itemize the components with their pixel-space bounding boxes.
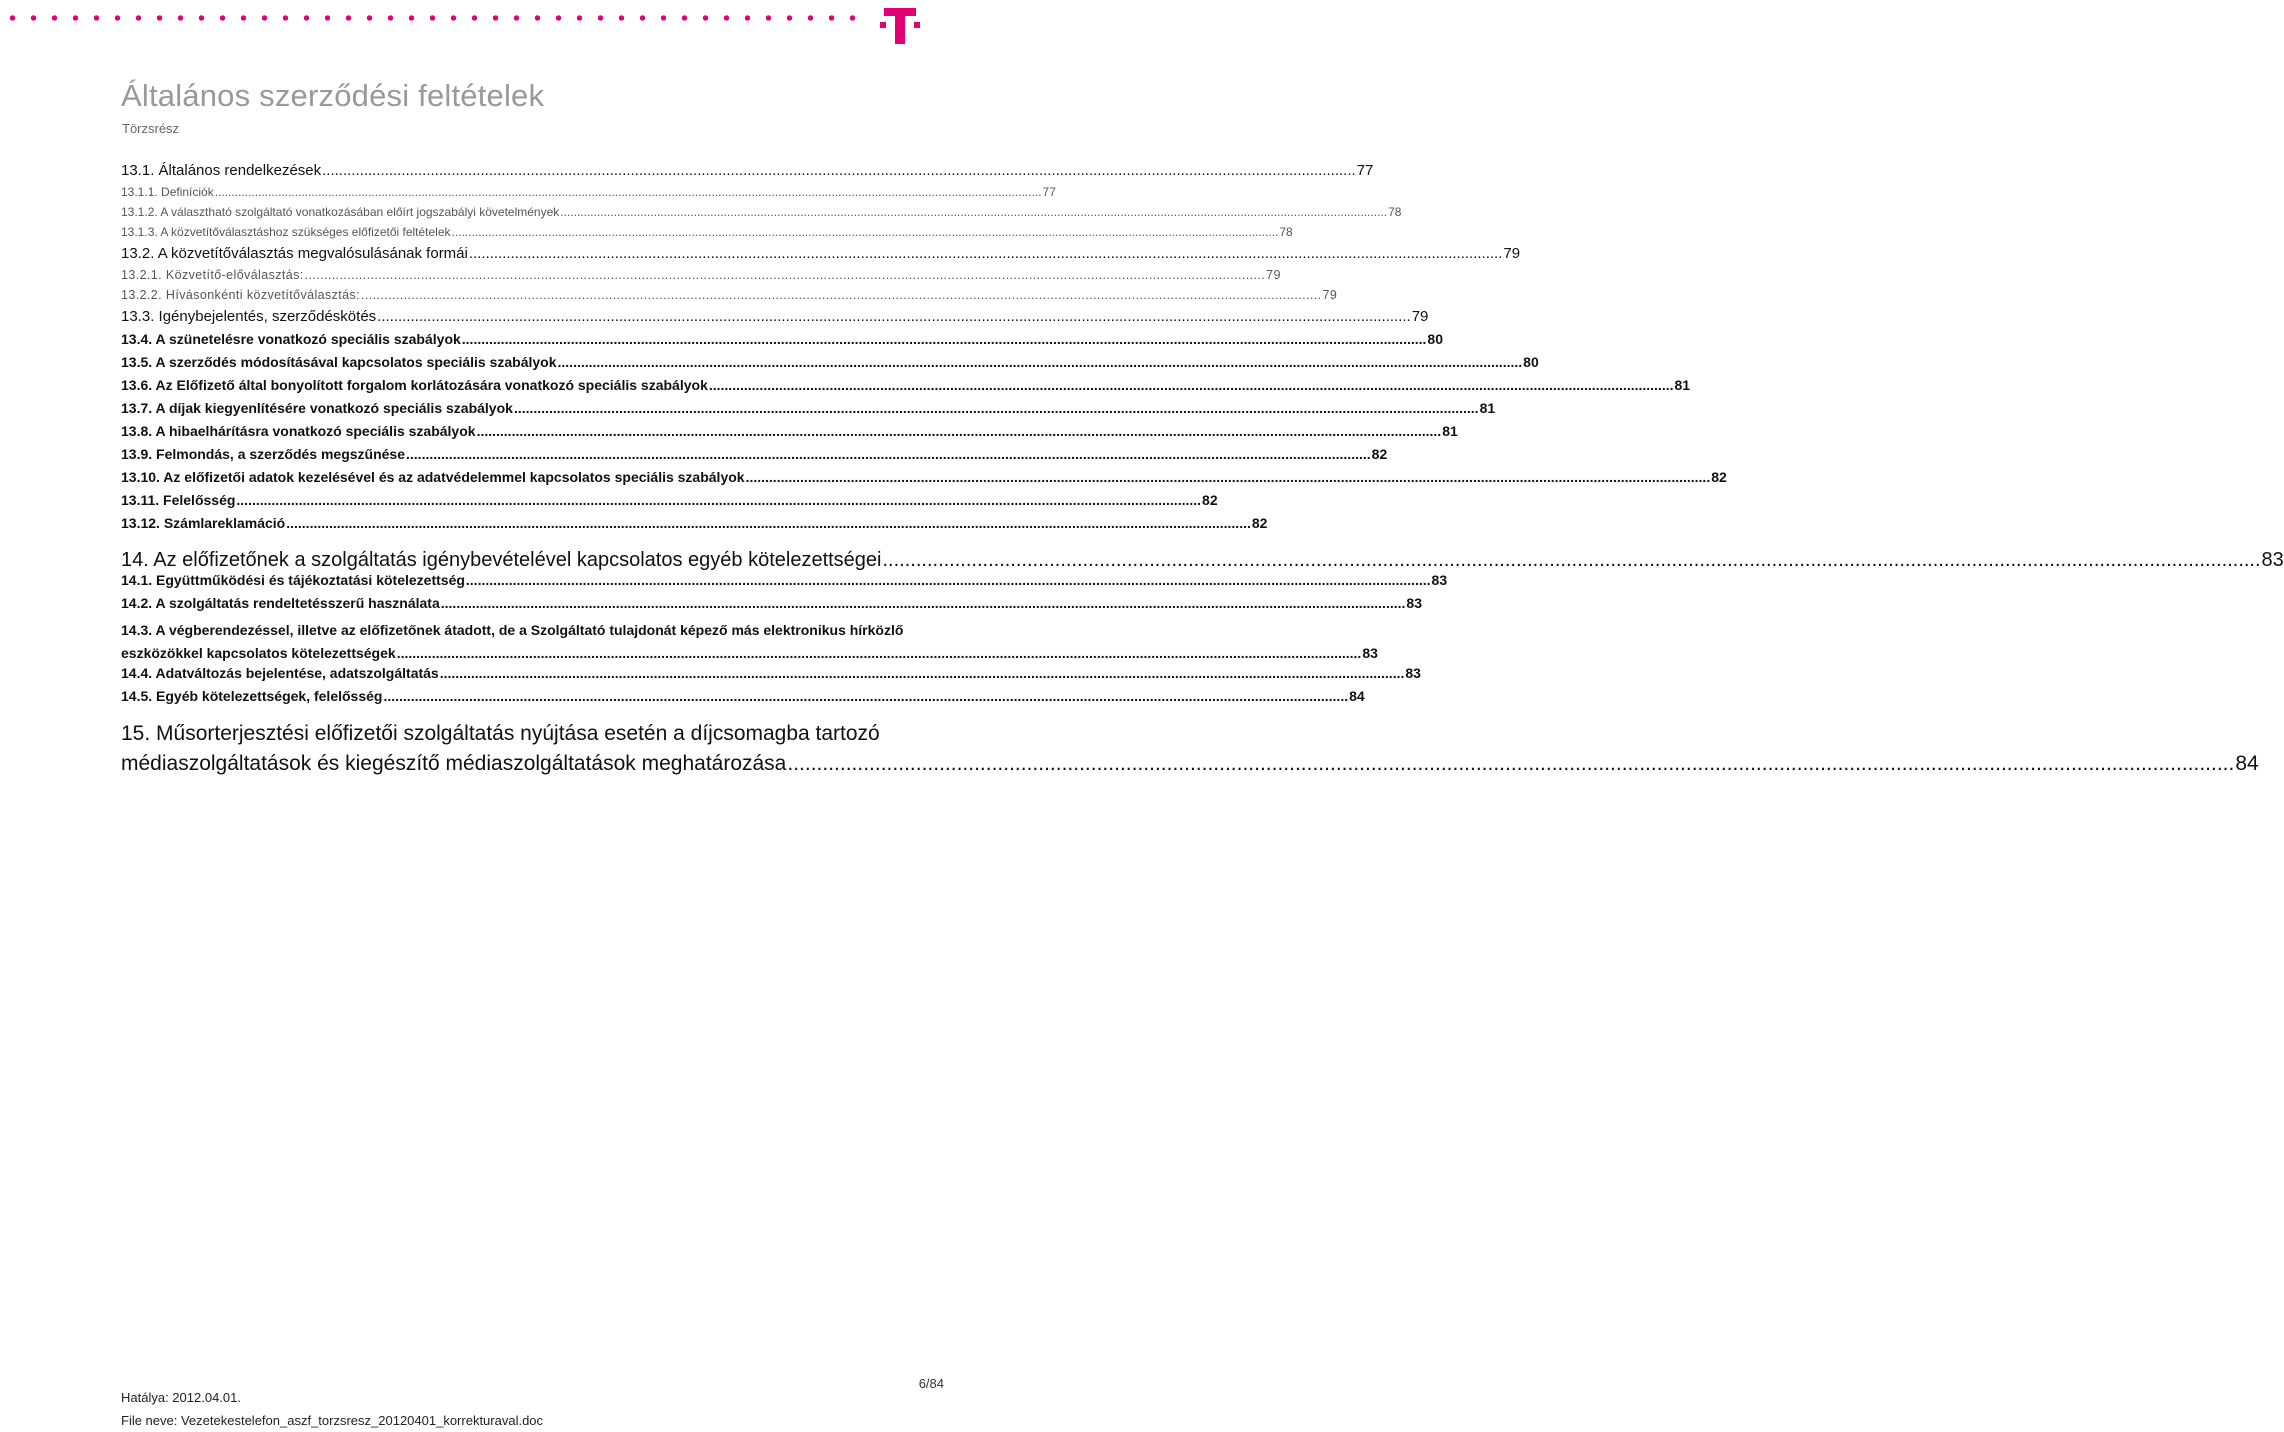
toc-dot-leader	[452, 225, 1279, 239]
toc-dot-leader	[440, 665, 1405, 681]
toc-entry-label: 13.6. Az Előfizető által bonyolított forgalom korlátozására vonatkozó speciális szabályok	[121, 377, 708, 393]
toc-dot-leader	[406, 446, 1371, 462]
toc-entry[interactable]	[121, 205, 1402, 225]
toc-entry[interactable]	[121, 665, 1421, 688]
toc-page-number: 83	[1431, 572, 1448, 588]
toc-page-number: 83	[2261, 549, 2284, 571]
toc-entry-label: 14.3. A végberendezéssel, illetve az előfizetőnek átadott, de a Szolgáltató tulajdonát képező más elektronikus hírközlő	[121, 622, 904, 638]
toc-entry-label: 14.5. Egyéb kötelezettségek, felelősség	[121, 688, 383, 704]
toc-entry[interactable]	[121, 423, 1458, 446]
toc-dot-leader	[322, 162, 1356, 179]
toc-page-number: 84	[2235, 752, 2259, 775]
toc-entry-14-3[interactable]	[121, 619, 1378, 665]
footer-filename: File neve: Vezetekestelefon_aszf_torzsresz_20120401_korrekturaval.doc	[121, 1413, 544, 1428]
toc-entry-label: 13.12. Számlareklamáció	[121, 515, 286, 531]
toc-entry[interactable]	[121, 308, 1429, 331]
toc-entry-label: 13.10. Az előfizetői adatok kezelésével és az adatvédelemmel kapcsolatos speciális szabályok	[121, 469, 745, 485]
toc-entry-15[interactable]	[121, 719, 2259, 779]
toc-dot-leader	[377, 308, 1411, 325]
toc-dot-leader	[236, 492, 1201, 508]
toc-dot-leader	[286, 515, 1251, 531]
footer-effective-date: Hatálya: 2012.04.01.	[121, 1390, 241, 1405]
document-subtitle: Törzsrész	[122, 121, 180, 136]
toc-entry-label: 13.7. A díjak kiegyenlítésére vonatkozó speciális szabályok	[121, 400, 513, 416]
toc-dot-leader	[397, 642, 1362, 665]
toc-dot-leader	[514, 400, 1479, 416]
toc-entry-label: 13.3. Igénybejelentés, szerződéskötés	[121, 308, 377, 325]
toc-entry[interactable]	[121, 400, 1496, 423]
toc-dot-leader	[787, 749, 2234, 779]
toc-entry-label: 13.11. Felelősség	[121, 492, 236, 508]
toc-page-number: 82	[1251, 515, 1268, 531]
toc-entry[interactable]	[121, 595, 1422, 618]
toc-entry[interactable]	[121, 469, 1727, 492]
toc-page-number: 83	[1406, 595, 1422, 611]
toc-page-number: 82	[1711, 469, 1727, 485]
toc-entry[interactable]	[121, 225, 1293, 245]
toc-dot-leader	[462, 331, 1427, 347]
toc-dot-leader	[383, 688, 1348, 704]
toc-entry-label: 14.4. Adatváltozás bejelentése, adatszolgáltatás	[121, 665, 439, 681]
toc-entry-label: eszközökkel kapcsolatos kötelezettségek	[121, 645, 396, 661]
toc-entry-label: 13.9. Felmondás, a szerződés megszűnése	[121, 446, 406, 462]
toc-dot-leader	[560, 205, 1387, 219]
toc-page-number: 80	[1523, 354, 1539, 370]
toc-entry[interactable]	[121, 162, 1374, 185]
toc-page-number: 79	[1266, 268, 1281, 282]
toc-entry-label: médiaszolgáltatások és kiegészítő médiaszolgáltatások meghatározása	[121, 752, 787, 775]
toc-entry-label: 13.1. Általános rendelkezések	[121, 162, 322, 179]
brand-dot-bar	[0, 14, 870, 22]
toc-dot-leader	[361, 288, 1321, 302]
toc-page-number: 84	[1349, 688, 1365, 704]
toc-entry[interactable]	[121, 185, 1056, 205]
toc-entry[interactable]	[121, 288, 1338, 308]
toc-entry[interactable]	[121, 377, 1691, 400]
toc-entry-label: 13.5. A szerződés módosításával kapcsolatos speciális szabályok	[121, 354, 557, 370]
toc-page-number: 77	[1356, 162, 1374, 179]
toc-entry-label: 14.1. Együttműködési és tájékoztatási kötelezettség	[121, 572, 465, 588]
toc-entry-label: 15. Műsorterjesztési előfizetői szolgáltatás nyújtása esetén a díjcsomagba tartozó	[121, 722, 880, 745]
page-indicator: 6/84	[918, 1376, 944, 1391]
toc-dot-leader	[466, 572, 1431, 588]
toc-entry[interactable]	[121, 446, 1388, 469]
toc-page-number: 77	[1042, 185, 1056, 199]
toc-page-number: 79	[1503, 245, 1521, 262]
toc-page-number: 83	[1405, 665, 1421, 681]
toc-entry-label: 14. Az előfizetőnek a szolgáltatás igénybevételével kapcsolatos egyéb kötelezettségei	[121, 549, 882, 571]
toc-entry[interactable]	[121, 572, 1448, 595]
toc-entry-label: 14.2. A szolgáltatás rendeltetésszerű használata	[121, 595, 440, 611]
toc-dot-leader	[441, 595, 1406, 611]
toc-dot-leader	[558, 354, 1523, 370]
toc-dot-leader	[469, 245, 1503, 262]
toc-dot-leader	[305, 268, 1265, 282]
toc-entry-label: 13.2.2. Hívásonkénti közvetítőválasztás:	[121, 288, 361, 302]
toc-entry[interactable]	[121, 492, 1218, 515]
toc-page-number: 79	[1322, 288, 1338, 302]
toc-page-number: 81	[1442, 423, 1458, 439]
toc-page-number: 82	[1202, 492, 1218, 508]
toc-entry-label: 13.1.2. A választható szolgáltató vonatkozásában előírt jogszabályi követelmények	[121, 205, 560, 219]
toc-dot-leader	[746, 469, 1711, 485]
toc-entry-label: 13.2. A közvetítőválasztás megvalósulásának formái	[121, 245, 468, 262]
table-of-contents	[121, 162, 2284, 779]
toc-dot-leader	[709, 377, 1674, 393]
toc-dot-leader	[883, 549, 2261, 572]
toc-entry[interactable]	[121, 540, 2284, 572]
toc-page-number: 78	[1388, 205, 1402, 219]
toc-entry[interactable]	[121, 354, 1539, 377]
toc-entry[interactable]	[121, 245, 1521, 268]
toc-entry-label: 13.8. A hibaelhárításra vonatkozó speciális szabályok	[121, 423, 476, 439]
toc-entry[interactable]	[121, 268, 1281, 288]
toc-entry-label: 13.2.1. Közvetítő-előválasztás:	[121, 268, 304, 282]
toc-entry[interactable]	[121, 515, 1268, 538]
toc-page-number: 82	[1371, 446, 1388, 462]
toc-page-number: 83	[1362, 645, 1378, 661]
toc-entry[interactable]	[121, 331, 1443, 354]
toc-entry-label: 13.4. A szünetelésre vonatkozó speciális szabályok	[121, 331, 461, 347]
telekom-t-logo	[878, 4, 922, 44]
toc-page-number: 78	[1279, 225, 1293, 239]
toc-page-number: 81	[1479, 400, 1496, 416]
toc-entry-label: 13.1.3. A közvetítőválasztáshoz szükséges előfizetői feltételek	[121, 225, 451, 239]
toc-dot-leader	[215, 185, 1042, 199]
toc-entry[interactable]	[121, 688, 1365, 711]
toc-page-number: 80	[1427, 331, 1443, 347]
toc-dot-leader	[477, 423, 1442, 439]
toc-page-number: 81	[1674, 377, 1691, 393]
toc-page-number: 79	[1411, 308, 1429, 325]
toc-entry-label: 13.1.1. Definíciók	[121, 185, 214, 199]
document-title: Általános szerződési feltételek	[121, 78, 545, 113]
